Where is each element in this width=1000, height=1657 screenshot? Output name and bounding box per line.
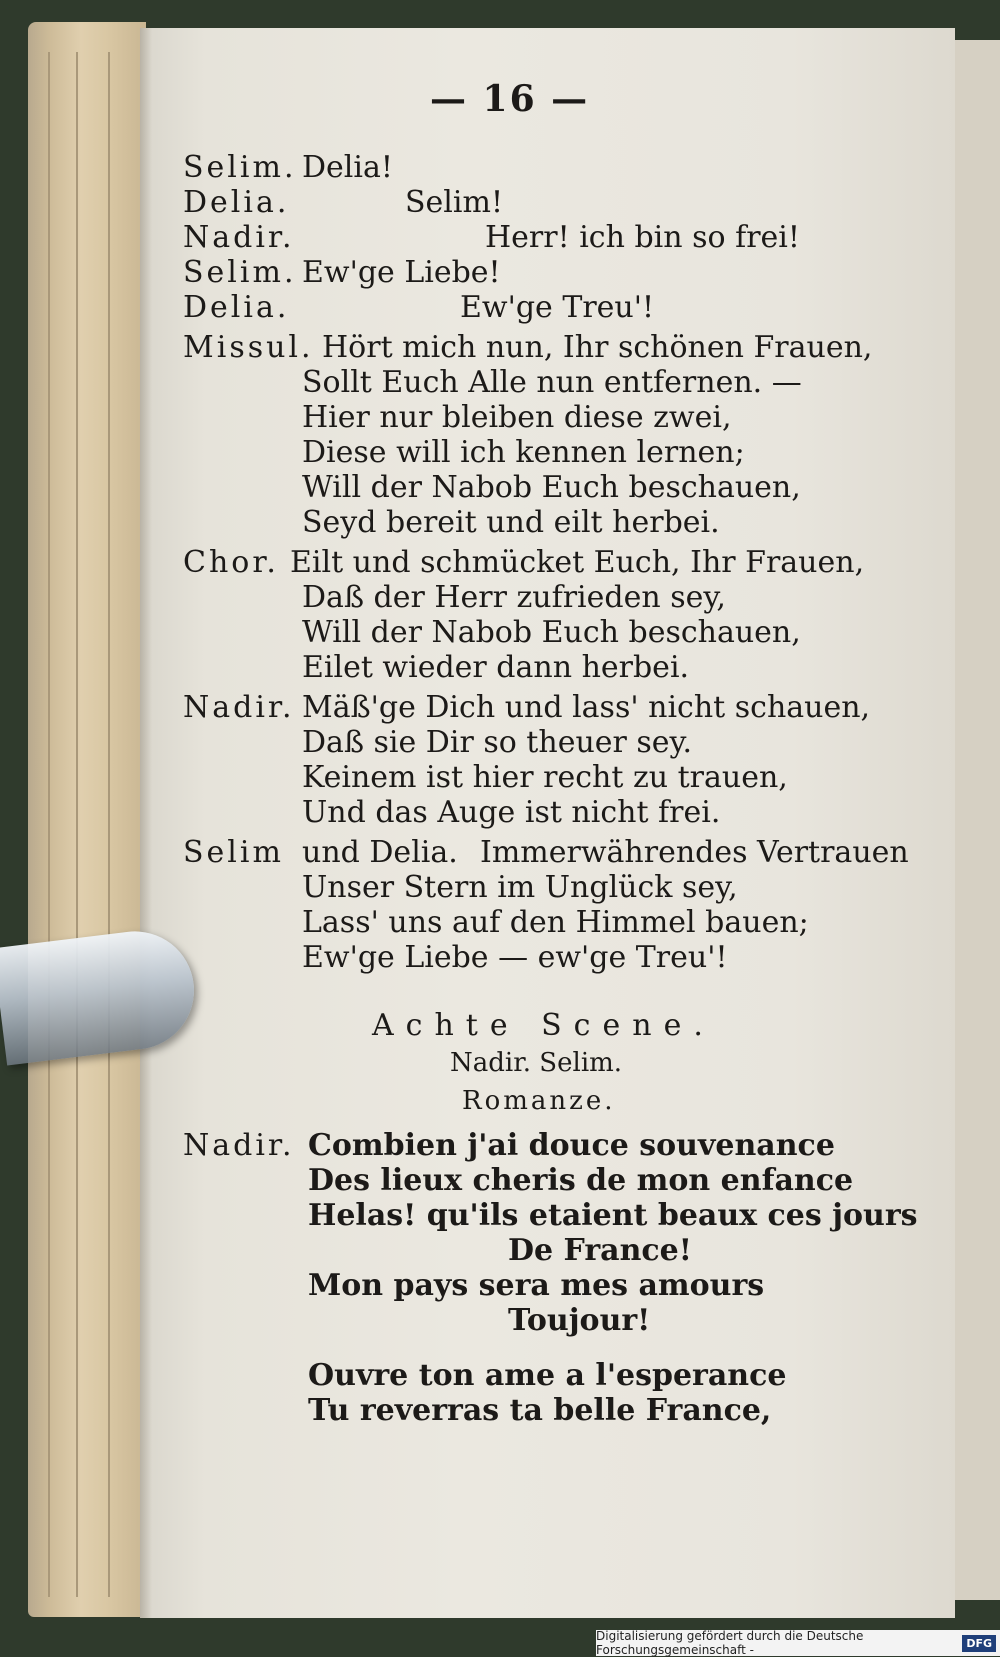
verse-line: Eilt und schmücket Euch, Ihr Frauen,	[290, 545, 865, 580]
verse-line: Mon pays sera mes amours	[308, 1268, 765, 1303]
dfg-logo: DFG	[962, 1635, 996, 1652]
page-gutter	[140, 28, 152, 1618]
verse-line: Immerwährendes Vertrauen	[480, 835, 909, 870]
verse-line: Des lieux cheris de mon enfance	[308, 1163, 854, 1198]
page-number: — 16 —	[430, 78, 590, 120]
verse-line: Combien j'ai douce souvenance	[308, 1128, 835, 1163]
digitization-credit	[596, 1630, 1000, 1656]
verse-line: Unser Stern im Unglück sey,	[302, 870, 738, 905]
verse-line: Eilet wieder dann herbei.	[302, 650, 690, 685]
verse-line: Sollt Euch Alle nun entfernen. —	[302, 365, 802, 400]
verse-line: Will der Nabob Euch beschauen,	[302, 615, 801, 650]
verse-line: Mäß'ge Dich und lass' nicht schauen,	[302, 690, 871, 725]
dialogue-line: Selim!	[405, 185, 503, 220]
speaker-label: Selim.	[183, 255, 297, 290]
verse-line: Ouvre ton ame a l'esperance	[308, 1358, 787, 1393]
speaker-label: Missul.	[183, 330, 314, 365]
speaker-conjunction: und Delia.	[302, 835, 458, 870]
page-edge-line	[108, 52, 110, 1597]
dialogue-line: Ew'ge Treu'!	[460, 290, 655, 325]
speaker-label: Chor.	[183, 545, 279, 580]
verse-line: Will der Nabob Euch beschauen,	[302, 470, 801, 505]
speaker-label: Delia.	[183, 290, 290, 325]
verse-line: Seyd bereit und eilt herbei.	[302, 505, 720, 540]
speaker-label: Nadir.	[183, 690, 295, 725]
verse-line: Keinem ist hier recht zu trauen,	[302, 760, 788, 795]
verse-line: Hört mich nun, Ihr schönen Frauen,	[322, 330, 873, 365]
verse-line: Ew'ge Liebe — ew'ge Treu'!	[302, 940, 728, 975]
verse-line: Helas! qu'ils etaient beaux ces jours	[308, 1198, 918, 1233]
verse-line: Lass' uns auf den Himmel bauen;	[302, 905, 809, 940]
scene-subtitle: Romanze.	[462, 1086, 616, 1116]
verse-line: Hier nur bleiben diese zwei,	[302, 400, 732, 435]
scene-characters: Nadir. Selim.	[450, 1048, 623, 1078]
scene-title: Achte Scene.	[372, 1008, 715, 1043]
verse-line: Tu reverras ta belle France,	[308, 1393, 772, 1428]
speaker-label: Selim.	[183, 150, 297, 185]
verse-line: Daß der Herr zufrieden sey,	[302, 580, 726, 615]
verse-line: Diese will ich kennen lernen;	[302, 435, 745, 470]
speaker-label: Nadir.	[183, 220, 295, 255]
credit-text: Digitalisierung gefördert durch die Deutsche Forschungsgemeinschaft -	[596, 1629, 864, 1657]
dialogue-line: Delia!	[302, 150, 393, 185]
page-edge-line	[48, 52, 50, 1597]
verse-line: De France!	[508, 1233, 692, 1268]
next-page-edge	[955, 40, 1000, 1600]
page-stack-edge	[28, 22, 146, 1617]
verse-line: Daß sie Dir so theuer sey.	[302, 725, 693, 760]
dialogue-line: Ew'ge Liebe!	[302, 255, 501, 290]
dialogue-line: Herr! ich bin so frei!	[485, 220, 800, 255]
speaker-label: Delia.	[183, 185, 290, 220]
page-edge-line	[76, 52, 78, 1597]
verse-line: Und das Auge ist nicht frei.	[302, 795, 721, 830]
verse-line: Toujour!	[508, 1303, 651, 1338]
speaker-label: Nadir.	[183, 1128, 295, 1163]
speaker-label: Selim	[183, 835, 284, 870]
